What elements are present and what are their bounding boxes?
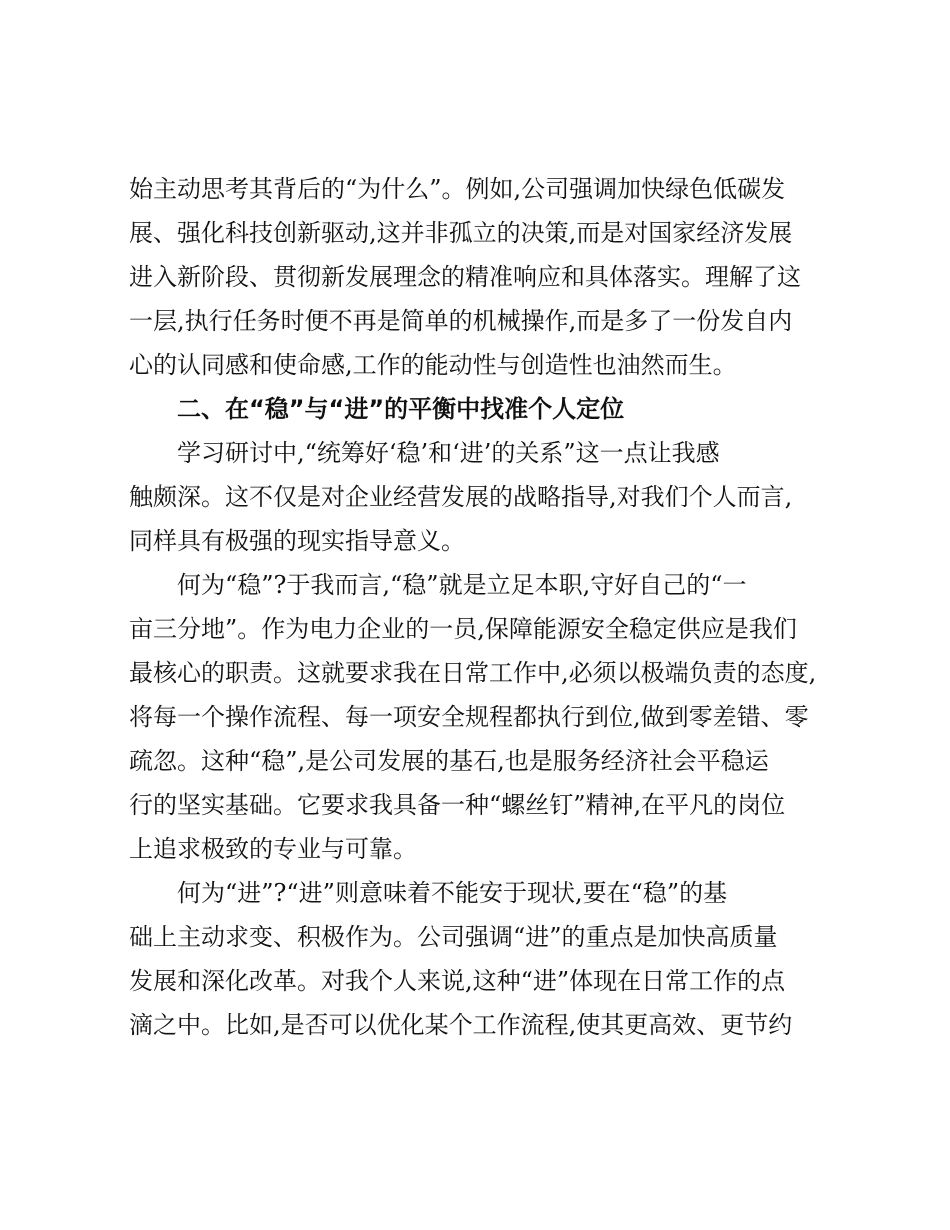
text-line: 发展和深化改革。对我个人来说,这种“进”体现在日常工作的点 (129, 967, 786, 995)
text-line: 进入新阶段、贯彻新发展理念的精准响应和具体落实。理解了这 (129, 263, 801, 291)
text-line: 展、强化科技创新驱动,这并非孤立的决策,而是对国家经济发展 (129, 219, 793, 247)
text-line: 始主动思考其背后的“为什么”。例如,公司强调加快绿色低碳发 (129, 175, 786, 203)
text-line: 触颇深。这不仅是对企业经营发展的战略指导,对我们个人而言, (129, 483, 793, 511)
text-line: 上追求极致的专业与可靠。 (129, 835, 417, 863)
text-line: 滴之中。比如,是否可以优化某个工作流程,使其更高效、更节约 (129, 1011, 793, 1039)
text-line: 同样具有极强的现实指导意义。 (129, 527, 465, 555)
section-heading: 二、在“稳”与“进”的平衡中找准个人定位 (177, 395, 625, 423)
text-line: 础上主动求变、积极作为。公司强调“进”的重点是加快高质量 (129, 923, 778, 951)
text-line: 心的认同感和使命感,工作的能动性与创造性也油然而生。 (129, 351, 737, 379)
text-line: 行的坚实基础。它要求我具备一种“螺丝钉”精神,在平凡的岗位 (129, 791, 786, 819)
text-line: 一层,执行任务时便不再是简单的机械操作,而是多了一份发自内 (129, 307, 793, 335)
text-line: 何为“进”?“进”则意味着不能安于现状,要在“稳”的基 (177, 879, 728, 907)
text-line: 亩三分地”。作为电力企业的一员,保障能源安全稳定供应是我们 (129, 615, 797, 643)
text-line: 学习研讨中,“统筹好‘稳’和‘进’的关系”这一点让我感 (177, 439, 720, 467)
text-line: 将每一个操作流程、每一项安全规程都执行到位,做到零差错、零 (129, 703, 809, 731)
text-line: 何为“稳”?于我而言,“稳”就是立足本职,守好自己的“一 (177, 571, 747, 599)
text-line: 疏忽。这种“稳”,是公司发展的基石,也是服务经济社会平稳运 (129, 747, 769, 775)
text-line: 最核心的职责。这就要求我在日常工作中,必须以极端负责的态度, (129, 659, 817, 687)
